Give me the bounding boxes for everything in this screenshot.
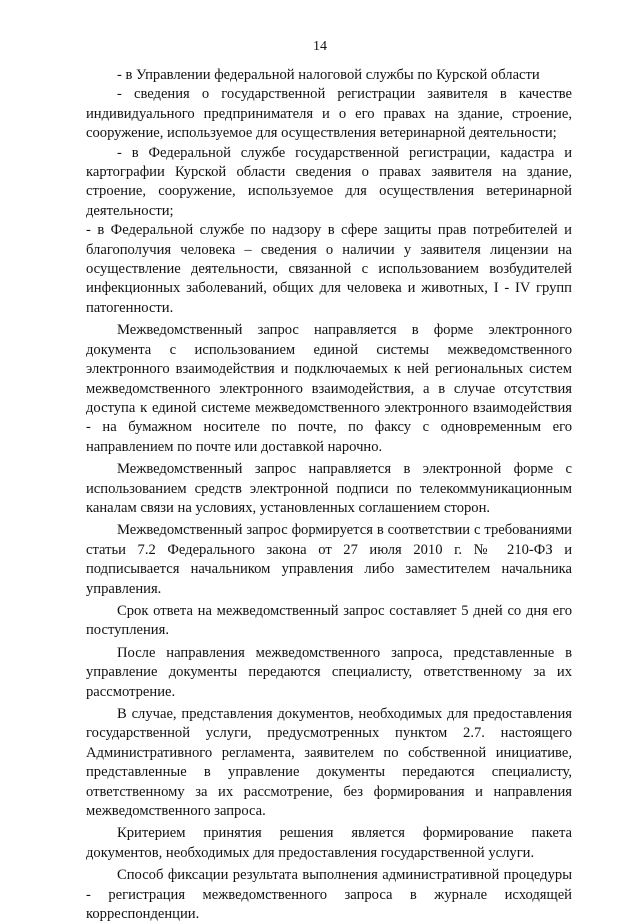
paragraph-response-deadline: Срок ответа на межведомственный запрос составляет 5 дней со дня его поступления.: [86, 602, 572, 639]
paragraph-own-initiative: В случае, представления документов, необходимых для предоставления государственной услуги, предусмотренных пунктом 2.7. настоящего Административного регламента, заявителем по собственной инициативе, представленные в управление документы передаются специалисту, ответственному за их рассмотрение, без формирования и направления межведомственного запроса.: [86, 706, 572, 820]
paragraph-tax-service: - в Управлении федеральной налоговой службы по Курской области: [117, 67, 540, 83]
page-number: 14: [313, 39, 327, 54]
paragraph-after-sending: После направления межведомственного запроса, представленные в управление документы передаются специалисту, ответственному за их рассмотрение.: [86, 644, 572, 700]
paragraph-decision-criterion: Критерием принятия решения является формирование пакета документов, необходимых для предоставления государственной услуги.: [86, 825, 572, 861]
paragraph-electronic-signature: Межведомственный запрос направляется в электронной форме с использованием средств электронной подписи по телекоммуникационным каналам связи на условиях, установленных соглашением сторон.: [86, 461, 572, 516]
paragraph-rospotrebnadzor: - в Федеральной службе по надзору в сфере защиты прав потребителей и благополучия человека – сведения о наличии у заявителя лицензии на осуществление деятельности, связанной с использованием возбудителей инфекционных заболеваний, общих для человека и животных, I - IV групп патогенности.: [86, 222, 572, 316]
paragraph-registration-info: - сведения о государственной регистрации заявителя в качестве индивидуального предпринимателя и о его правах на здание, строение, сооружение, используемое для осуществления ветеринарной деятельности;: [86, 86, 572, 142]
paragraph-result-fixation: Способ фиксации результата выполнения административной процедуры - регистрация межведомственного запроса в журнале исходящей корреспонденции.: [86, 867, 572, 923]
paragraph-rosreestr: - в Федеральной службе государственной регистрации, кадастра и картографии Курской области сведения о правах заявителя на здание, строение, сооружение, используемое для осуществления ветеринарной деятельности;: [86, 144, 572, 219]
document-body: [86, 66, 572, 924]
paragraph-request-formed: Межведомственный запрос формируется в соответствии с требованиями статьи 7.2 Федерального закона от 27 июля 2010 г. № 210-ФЗ и подписывается начальником управления либо заместителем начальника управления.: [86, 522, 572, 597]
paragraph-request-form: Межведомственный запрос направляется в форме электронного документа с использованием единой системы межведомственного электронного взаимодействия и подключаемых к ней региональных систем межведомственного электронного взаимодействия, а в случае отсутствия доступа к единой системе межведомственного электронного взаимодействия - на бумажном носителе по почте, по факсу с одновременным его направлением по почте или доставкой нарочно.: [86, 322, 572, 455]
